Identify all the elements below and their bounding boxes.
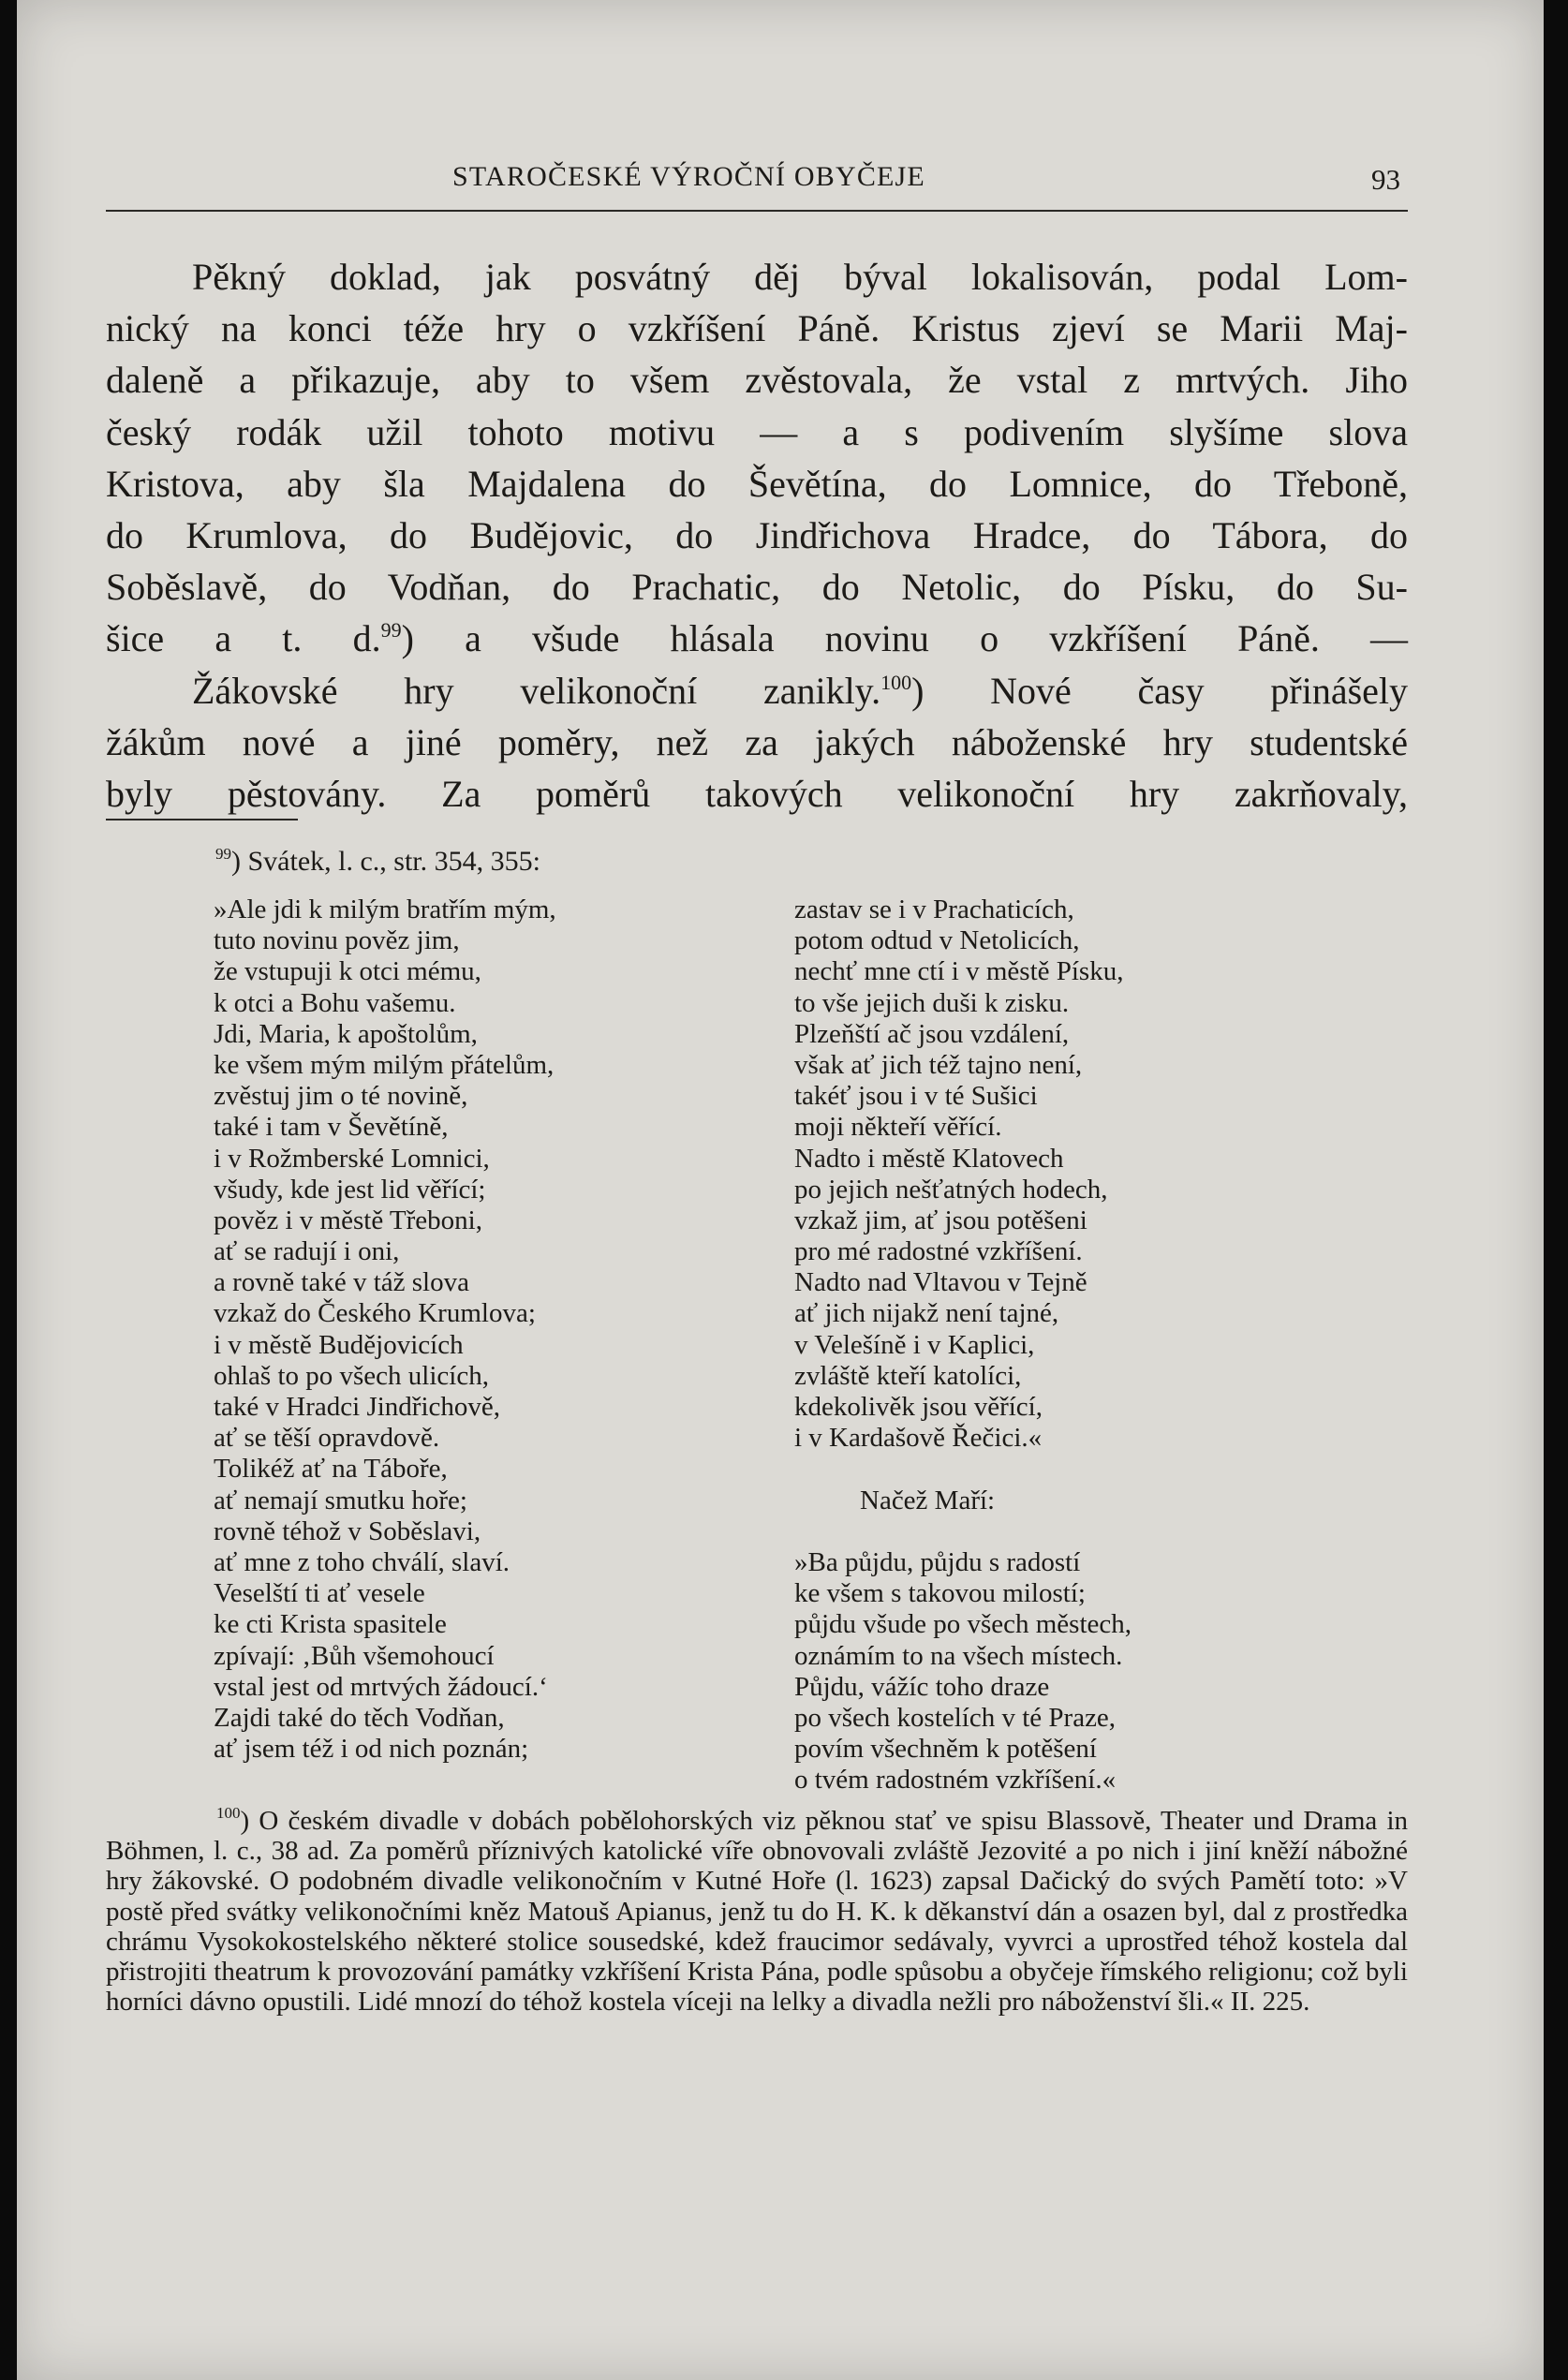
poem-line: Nadto nad Vltavou v Tejně <box>794 1267 1087 1298</box>
poem-line: povím všechněm k potěšení <box>794 1734 1097 1765</box>
poem-line: oznámím to na všech místech. <box>794 1640 1123 1671</box>
poem-right-column <box>794 894 1132 1796</box>
running-head: STAROČESKÉ VÝROČNÍ OBYČEJE <box>452 161 925 192</box>
poem-line: zpívají: ‚Bůh všemohoucí <box>214 1640 495 1671</box>
poem-line: pro mé radostné vzkříšení. <box>794 1236 1083 1267</box>
body-text-span: ) Nové časy přinášely <box>911 669 1408 712</box>
poem-line: ať se radují i oni, <box>214 1236 400 1267</box>
poem-line: všudy, kde jest lid věřící; <box>214 1174 486 1205</box>
page-header <box>106 157 1408 206</box>
poem-line: že vstupuji k otci mému, <box>214 956 481 987</box>
poem-line: Nadto i městě Klatovech <box>794 1143 1064 1174</box>
poem-line: vzkaž do Českého Krumlova; <box>214 1298 536 1329</box>
poem-line: »Ale jdi k milým bratřím mým, <box>214 894 556 924</box>
poem-line: také v Hradci Jindřichově, <box>214 1392 501 1422</box>
poem-line: Půjdu, vážíc toho draze <box>794 1671 1050 1702</box>
poem-line: Plzeňští ač jsou vzdálení, <box>794 1018 1070 1049</box>
footnote-100-paragraph <box>106 1798 1408 2017</box>
footnote-100-text: ) O českém divadle v dobách pobělohorských viz pěknou stať ve spisu Blassově, Theater und Drama in Böhmen, l. c., 38 ad. Za poměrů příznivých katolické víře obnovovali zvláště Jezovité a po nich i jiní kněží nábožné hry žákovské. O podobném divadle velikonočním v Kutné Hoře (l. 1623) zapsal Dačický do svých Pamětí toto: »V postě před svátky velikonočními kněz Matouš Apianus, jenž tu do H. K. k děkanství dán a osazen byl, dal z prostředka chrámu Vysokokostelského některé stolice sousedské, kdež fraucimor sedávaly, vyvrci a uprostřed téhož kostela dal přistrojiti theatrum k provozování památky vzkříšení Krista Pána, podle spůsobu a obyčeje římského religionu; což byli horníci dávno opustili. Lidé mnozí do téhož kostela víceji na lelky a divadla nežli pro náboženství šli.« II. 225. <box>106 1806 1408 2018</box>
poem-line: ať mne z toho chválí, slaví. <box>214 1546 510 1577</box>
footnote-99 <box>215 832 540 884</box>
body-line: byly pěstovány. Za poměrů takových velikonoční hry zakrňovaly, <box>106 773 1408 816</box>
body-line: český rodák užil tohoto motivu — a s podivením slyšíme slova <box>106 410 1408 453</box>
body-line: Soběslavě, do Vodňan, do Prachatic, do Netolic, do Písku, do Su- <box>106 566 1408 609</box>
header-rule <box>106 210 1408 212</box>
body-text-span: šice a t. d. <box>106 617 381 660</box>
poem-line: vzkaž jim, ať jsou potěšeni <box>794 1205 1087 1235</box>
poem-line: ať jsem též i od nich poznán; <box>214 1734 529 1765</box>
poem-line: ke cti Krista spasitele <box>214 1609 447 1640</box>
poem-line: ohlaš to po všech ulicích, <box>214 1360 489 1391</box>
poem-line: potom odtud v Netolicích, <box>794 925 1080 956</box>
poem-line: a rovně také v táž slova <box>214 1267 469 1298</box>
footnote-ref-99: 99 <box>380 618 402 643</box>
body-line <box>106 665 1408 717</box>
poem-line: po všech kostelích v té Praze, <box>794 1702 1117 1733</box>
poem-line: Zajdi také do těch Vodňan, <box>214 1702 505 1733</box>
poem-line: moji někteří věřící. <box>794 1112 1002 1143</box>
body-line <box>106 613 1408 664</box>
poem-line: i v Kardašově Řečici.« <box>794 1423 1043 1454</box>
poem-line: půjdu všude po všech městech, <box>794 1609 1132 1640</box>
poem-line: ať nemají smutku hoře; <box>214 1485 467 1515</box>
poem-left-column <box>214 894 556 1765</box>
footnote-rule <box>106 819 298 820</box>
poem-line: však ať jich též tajno není, <box>794 1049 1083 1080</box>
footnote-99-marker: 99 <box>215 845 231 863</box>
poem-line: Tolikéž ať na Táboře, <box>214 1454 448 1485</box>
poem-line: zastav se i v Prachaticích, <box>794 894 1074 924</box>
poem-line: také i tam v Ševětíně, <box>214 1112 449 1143</box>
footnote-99-text: ) Svátek, l. c., str. 354, 355: <box>231 846 540 877</box>
poem-line: ke všem s takovou milostí; <box>794 1578 1086 1609</box>
poem-line: »Ba půjdu, půjdu s radostí <box>794 1546 1081 1577</box>
body-text-span: ) a všude hlásala novinu o vzkříšení Páně. — <box>401 617 1409 660</box>
body-line: daleně a přikazuje, aby to všem zvěstovala, že vstal z mrtvých. Jiho <box>106 359 1408 402</box>
poem-line <box>794 1454 1132 1485</box>
footnote-ref-100: 100 <box>880 670 912 694</box>
body-line: nický na konci téže hry o vzkříšení Páně. Kristus zjeví se Marii Maj- <box>106 307 1408 350</box>
poem-line: tuto novinu pověz jim, <box>214 925 460 956</box>
main-text <box>106 251 1408 820</box>
poem-line: Jdi, Maria, k apoštolům, <box>214 1018 478 1049</box>
footnote-100-marker: 100 <box>216 1804 241 1822</box>
poem-line: po jejich nešťatných hodech, <box>794 1174 1108 1205</box>
poem-line: to vše jejich duši k zisku. <box>794 987 1070 1018</box>
poem-line: kdekolivěk jsou věřící, <box>794 1392 1043 1422</box>
poem-line: ať se těší opravdově. <box>214 1423 440 1454</box>
poem-line: i v Rožmberské Lomnici, <box>214 1143 490 1174</box>
poem-line: ke všem mým milým přátelům, <box>214 1049 555 1080</box>
poem-line: i v městě Budějovicích <box>214 1329 464 1360</box>
poem-line: Veselští ti ať vesele <box>214 1578 425 1609</box>
body-text-span: Žákovské hry velikonoční zanikly. <box>192 669 881 712</box>
poem-line: pověz i v městě Třeboni, <box>214 1205 482 1235</box>
poem-line: ať jich nijakž není tajné, <box>794 1298 1059 1329</box>
footnote-100 <box>106 1798 1408 2017</box>
poem-line <box>794 1516 1132 1547</box>
poem-line: o tvém radostném vzkříšení.« <box>794 1765 1117 1796</box>
poem-line: vstal jest od mrtvých žádoucí.‘ <box>214 1671 548 1702</box>
poem-line: v Velešíně i v Kaplici, <box>794 1329 1035 1360</box>
poem-line: zvláště kteří katolíci, <box>794 1360 1022 1391</box>
poem-line: k otci a Bohu vašemu. <box>214 987 456 1018</box>
poem-line: rovně téhož v Soběslavi, <box>214 1515 481 1546</box>
page-number: 93 <box>1371 163 1400 196</box>
body-line: žákům nové a jiné poměry, než za jakých náboženské hry studentské <box>106 720 1408 763</box>
body-line: Kristova, aby šla Majdalena do Ševětína, do Lomnice, do Třeboně, <box>106 462 1408 505</box>
poem-line: zvěstuj jim o té novině, <box>214 1081 468 1112</box>
body-line: do Krumlova, do Budějovic, do Jindřichova Hradce, do Tábora, do <box>106 514 1408 557</box>
body-line: Pěkný doklad, jak posvátný děj býval lokalisován, podal Lom- <box>192 256 1408 298</box>
book-page <box>17 0 1544 2380</box>
poem-line: nechť mne ctí i v městě Písku, <box>794 956 1124 987</box>
poem-line: takéť jsou i v té Sušici <box>794 1081 1038 1112</box>
poem-speaker-line: Načež Maří: <box>860 1485 996 1515</box>
